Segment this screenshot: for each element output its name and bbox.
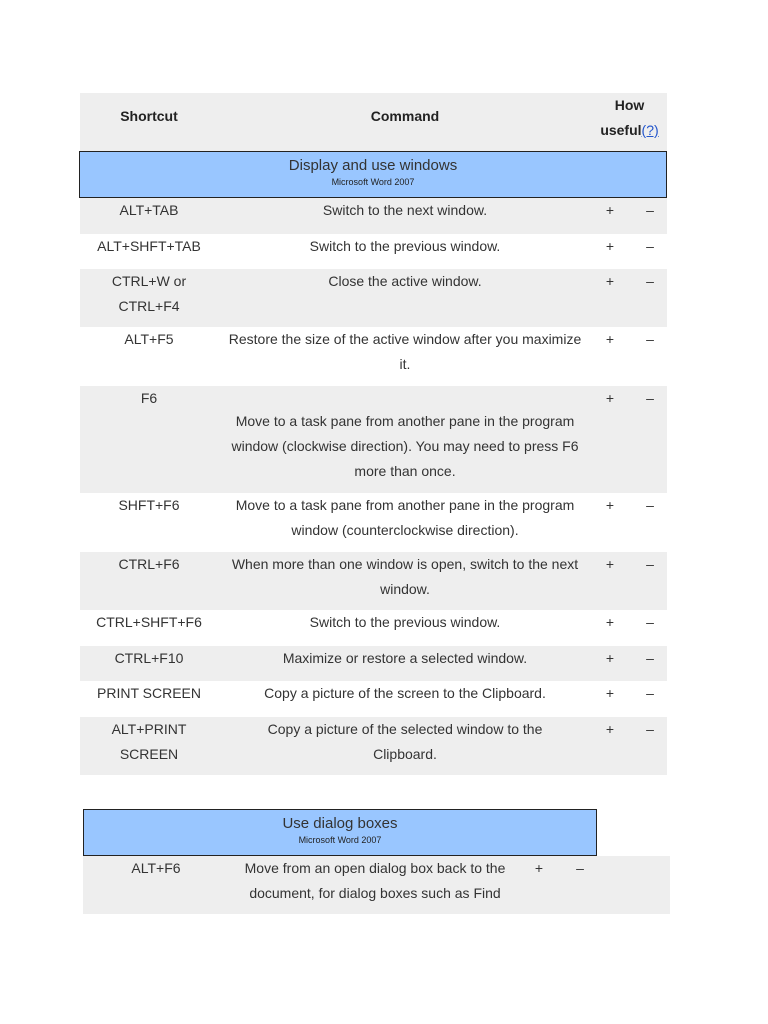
vote-up-button[interactable]: + bbox=[605, 685, 615, 701]
shortcut-cell: F6 bbox=[140, 390, 158, 406]
vote-up-button[interactable]: + bbox=[605, 650, 615, 666]
table-row bbox=[80, 198, 667, 234]
shortcut-cell: ALT+SHFT+TAB bbox=[97, 238, 201, 254]
vote-up-button[interactable]: + bbox=[605, 331, 615, 347]
command-cell: Switch to the next window. bbox=[322, 202, 488, 218]
vote-down-button[interactable]: – bbox=[646, 390, 654, 406]
shortcut-cell: PRINT SCREEN bbox=[97, 685, 201, 701]
section-subtitle: Microsoft Word 2007 bbox=[298, 835, 382, 845]
vote-down-button[interactable]: – bbox=[646, 331, 654, 347]
vote-down-button[interactable]: – bbox=[646, 497, 654, 513]
how-useful-label: How useful bbox=[600, 97, 645, 138]
shortcut-cell: ALT+F5 bbox=[124, 331, 174, 347]
command-cell: Switch to the previous window. bbox=[309, 238, 501, 254]
table-row bbox=[80, 552, 667, 610]
table-row bbox=[80, 386, 667, 493]
column-header-how-useful bbox=[592, 93, 667, 143]
command-cell: Switch to the previous window. bbox=[309, 614, 501, 630]
table-row bbox=[83, 856, 670, 914]
table-row bbox=[80, 646, 667, 681]
vote-down-button[interactable]: – bbox=[646, 202, 654, 218]
table-row bbox=[80, 681, 667, 717]
table-row bbox=[80, 269, 667, 327]
command-cell: Move to a task pane from another pane in the program window (counterclockwise direction). bbox=[235, 497, 575, 538]
table-row bbox=[80, 234, 667, 269]
column-header-shortcut: Shortcut bbox=[120, 108, 178, 124]
shortcut-cell: CTRL+F6 bbox=[118, 556, 180, 572]
vote-up-button[interactable]: + bbox=[605, 497, 615, 513]
command-cell: Move from an open dialog box back to the document, for dialog boxes such as Find bbox=[244, 860, 506, 901]
vote-up-button[interactable]: + bbox=[605, 556, 615, 572]
vote-down-button[interactable]: – bbox=[646, 273, 654, 289]
table-row bbox=[80, 610, 667, 646]
table-row bbox=[80, 493, 667, 552]
vote-down-button[interactable]: – bbox=[646, 650, 654, 666]
vote-up-button[interactable]: + bbox=[534, 860, 544, 876]
vote-up-button[interactable]: + bbox=[605, 390, 615, 406]
section-title: Display and use windows bbox=[288, 157, 458, 174]
table-row bbox=[80, 327, 667, 386]
command-cell: Copy a picture of the selected window to the Clipboard. bbox=[267, 721, 543, 762]
shortcut-cell: CTRL+W or CTRL+F4 bbox=[111, 273, 187, 314]
column-header-command: Command bbox=[370, 108, 440, 124]
vote-down-button[interactable]: – bbox=[646, 556, 654, 572]
command-cell: Copy a picture of the screen to the Clipboard. bbox=[264, 685, 546, 701]
command-cell: Restore the size of the active window after you maximize it. bbox=[228, 331, 582, 372]
section-header-dialog-boxes bbox=[83, 809, 597, 856]
command-cell: Maximize or restore a selected window. bbox=[282, 650, 528, 666]
vote-down-button[interactable]: – bbox=[646, 238, 654, 254]
shortcut-cell: CTRL+SHFT+F6 bbox=[96, 614, 202, 630]
shortcut-cell: ALT+TAB bbox=[119, 202, 179, 218]
shortcut-cell: ALT+F6 bbox=[131, 860, 181, 876]
vote-up-button[interactable]: + bbox=[605, 273, 615, 289]
command-cell: Move to a task pane from another pane in the program window (clockwise direction). You may need to press F6 more than once. bbox=[231, 413, 579, 479]
section-header-display-windows bbox=[79, 151, 667, 198]
vote-up-button[interactable]: + bbox=[605, 238, 615, 254]
vote-up-button[interactable]: + bbox=[605, 721, 615, 737]
shortcut-cell: CTRL+F10 bbox=[114, 650, 184, 666]
shortcut-cell: SHFT+F6 bbox=[118, 497, 180, 513]
section-title: Use dialog boxes bbox=[282, 815, 398, 832]
section-subtitle: Microsoft Word 2007 bbox=[331, 177, 415, 187]
vote-down-button[interactable]: – bbox=[646, 614, 654, 630]
table-header bbox=[80, 93, 667, 151]
vote-down-button[interactable]: – bbox=[576, 860, 584, 876]
command-cell: Close the active window. bbox=[328, 273, 482, 289]
vote-down-button[interactable]: – bbox=[646, 721, 654, 737]
shortcut-cell: ALT+PRINT SCREEN bbox=[111, 721, 187, 762]
command-cell: When more than one window is open, switch to the next window. bbox=[231, 556, 579, 597]
table-row bbox=[80, 717, 667, 775]
vote-up-button[interactable]: + bbox=[605, 614, 615, 630]
vote-down-button[interactable]: – bbox=[646, 685, 654, 701]
help-link[interactable]: (?) bbox=[641, 122, 659, 138]
vote-up-button[interactable]: + bbox=[605, 202, 615, 218]
